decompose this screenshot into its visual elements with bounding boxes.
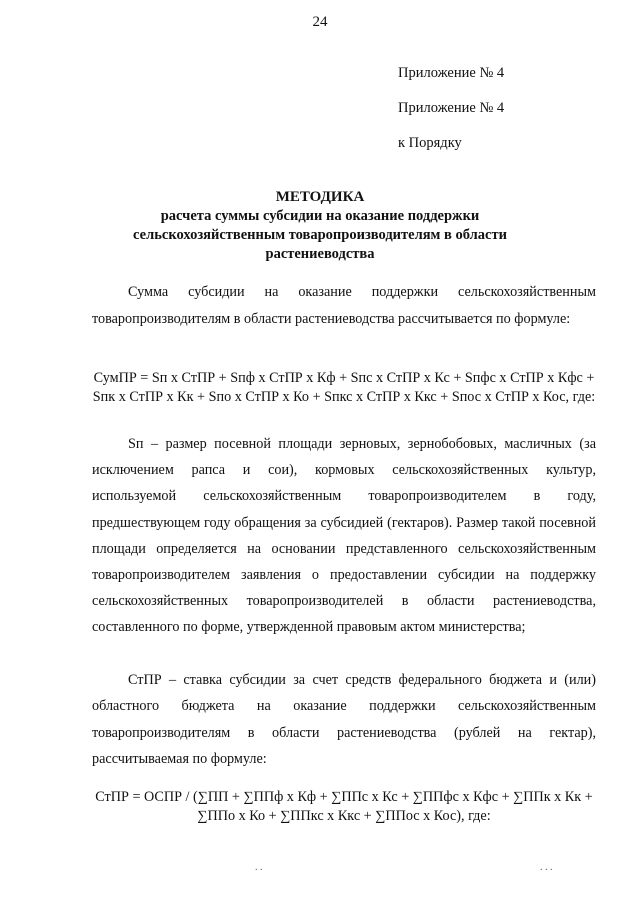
- scan-artifact-mark: . . .: [540, 862, 553, 873]
- annex-label-repeat: Приложение № 4: [398, 100, 505, 116]
- document-title-block: [120, 188, 520, 264]
- subsidy-sum-formula: СумПР = Sп х СтПР + Sпф х СтПР х Кф + Sпс х СтПР х Кс + Sпфс х СтПР х Кфс + Sпк х СтПР х Кк + Sпо х СтПР х Ко + Sпкс х СтПР х Ккс + Sпос х СтПР х Кос, где:: [92, 370, 596, 405]
- document-title: МЕТОДИКА: [275, 189, 365, 205]
- page-number: 24: [312, 14, 328, 30]
- document-subtitle: расчета суммы субсидии на оказание поддержки сельскохозяйственным товаропроизводителям в области растениеводства: [133, 208, 507, 262]
- sp-definition-paragraph: Sп – размер посевной площади зерновых, зернобобовых, масличных (за исключением рапса и сои), кормовых сельскохозяйственных культур, используемой сельскохозяйственным товаропроизводителем в году, предшествующем году обращения за субсидией (гектаров). Размер такой посевной площади определяется на основании представленного сельскохозяйственным товаропроизводителем заявления о предоставлении субсидии на поддержку сельскохозяйственных товаропроизводителей в области растениеводства, составленного по форме, утвержденной правовым актом министерства;: [92, 436, 596, 636]
- scan-artifact-mark: . .: [255, 862, 263, 873]
- stpr-rate-formula: СтПР = ОСПР / (∑ПП + ∑ППф х Кф + ∑ППс х Кс + ∑ППфс х Кфс + ∑ППк х Кк + ∑ППо х Ко + ∑ППкс х Ккс + ∑ППос х Кос), где:: [95, 789, 593, 824]
- annex-reference: к Порядку: [398, 135, 462, 151]
- intro-paragraph: Сумма субсидии на оказание поддержки сельскохозяйственным товаропроизводителям в области растениеводства рассчитывается по формуле:: [92, 284, 596, 327]
- annex-label: Приложение № 4: [398, 65, 505, 81]
- stpr-definition-paragraph: СтПР – ставка субсидии за счет средств федерального бюджета и (или) областного бюджета на оказание поддержки сельскохозяйственным товаропроизводителям в области растениеводства (рублей на гектар), рассчитываемая по формуле:: [92, 672, 596, 768]
